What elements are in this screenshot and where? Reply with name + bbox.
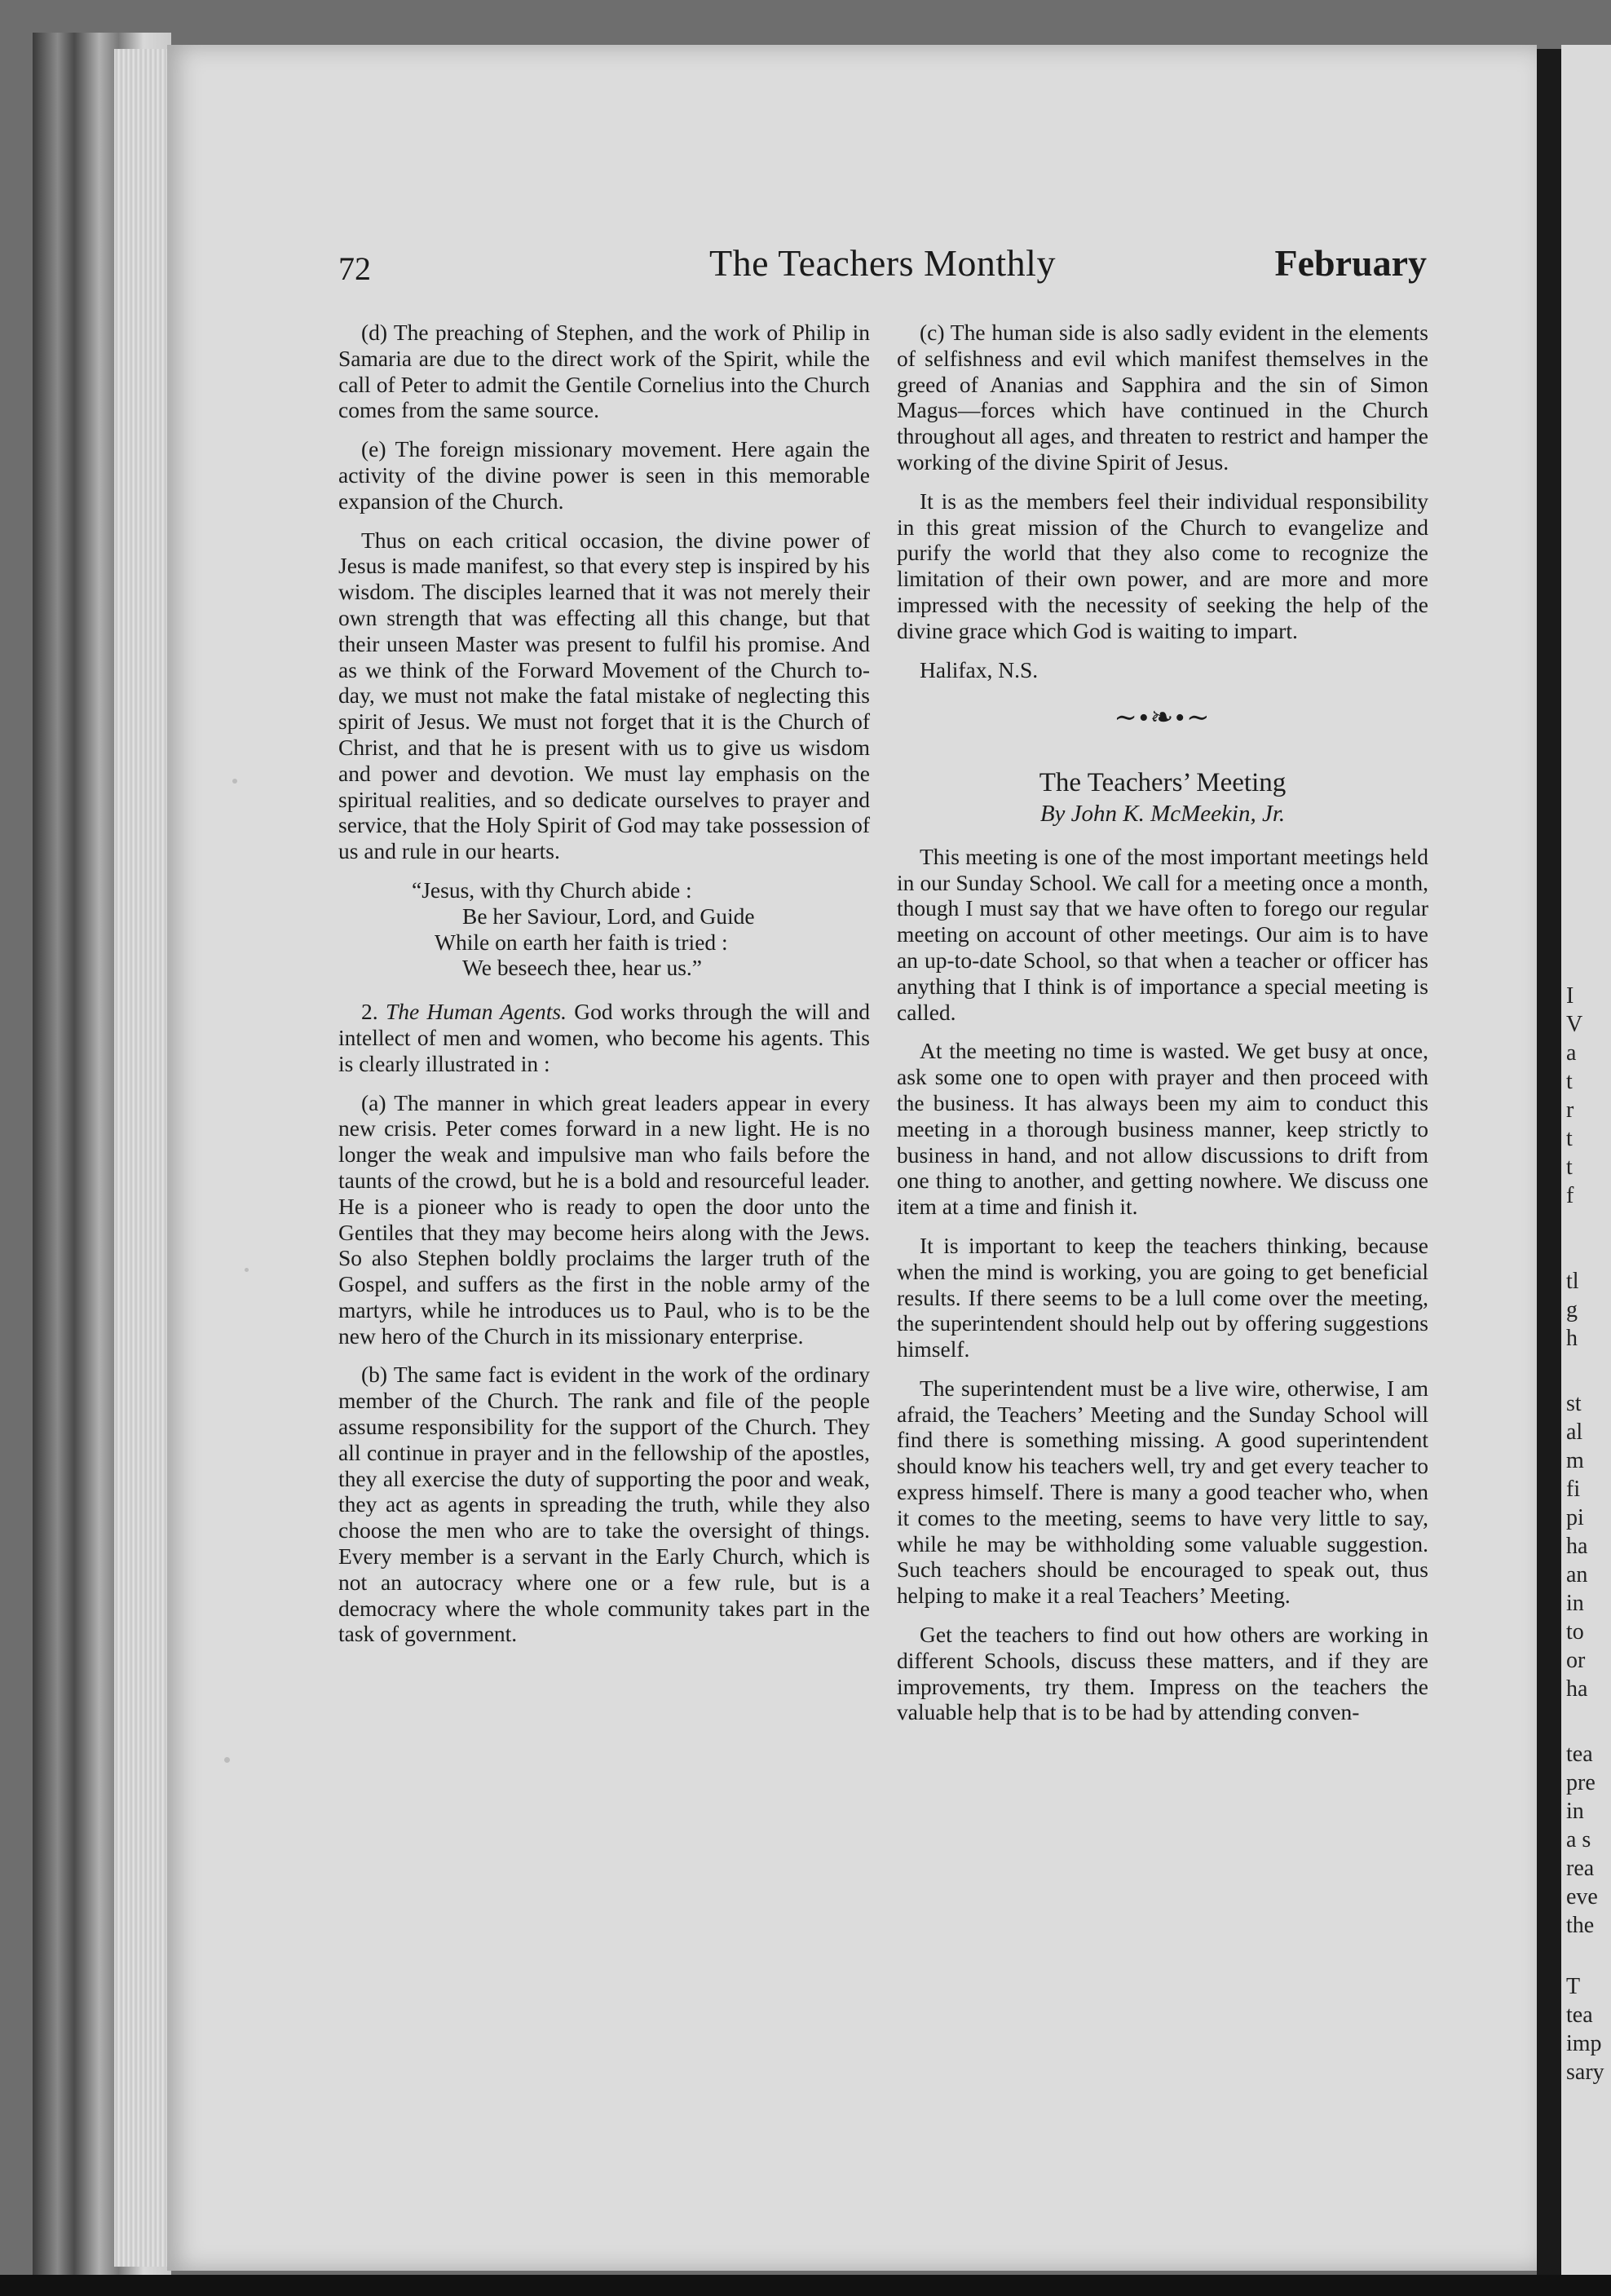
adjacent-page-text-fragment: st: [1566, 1391, 1582, 1416]
adjacent-page-text-fragment: pi: [1566, 1505, 1584, 1530]
page-number: 72: [338, 250, 371, 287]
section-heading: The Human Agents.: [385, 999, 567, 1025]
section-ornament: ∼•❧•∼: [1114, 703, 1212, 734]
adjacent-page-text-fragment: tea: [1566, 1742, 1593, 1767]
adjacent-page-text-fragment: sary: [1566, 2060, 1604, 2085]
adjacent-page-text-fragment: pre: [1566, 1770, 1596, 1795]
adjacent-page-text-fragment: the: [1566, 1913, 1595, 1938]
adjacent-page-text-fragment: fi: [1566, 1477, 1581, 1502]
adjacent-page-text-fragment: t: [1566, 1069, 1573, 1094]
adjacent-page-text-fragment: V: [1566, 1012, 1583, 1037]
hymn-line: “Jesus, with thy Church abide :: [412, 876, 692, 903]
adjacent-page-text-fragment: ha: [1566, 1534, 1588, 1559]
author-location: Halifax, N.S.: [920, 656, 1039, 682]
adjacent-page-text-fragment: r: [1566, 1097, 1574, 1123]
paragraph-other-schools: Get the teachers to find out how others are working in different Schools, discuss these matters, and if they are improvements, try them. Impress on the teachers the valuable help that is to be had by attending conven-: [897, 1622, 1428, 1725]
adjacent-page-text-fragment: a: [1566, 1040, 1577, 1066]
paragraph-meeting: This meeting is one of the most important meetings held in our Sunday School. We call for a meeting once a month, though I must say that we have often to forego our regular meeting on account of other meetings. Our aim is to have an up-to-date School, so that when a teacher or officer has anything that I think is of importance a special meeting is called.: [897, 843, 1428, 1025]
hymn-line: While on earth her faith is tried :: [435, 929, 728, 955]
adjacent-page-text-fragment: rea: [1566, 1856, 1595, 1881]
adjacent-page-text-fragment: ha: [1566, 1676, 1588, 1702]
paragraph-c: (c) The human side is also sadly evident in the elements of selfishness and evil which manifest themselves in the greed of Ananias and Sapphira and the sin of Simon Magus—forces which have continued in the Church throughout all ages, and threaten to restrict and hamper the working of the divine Spirit of Jesus.: [897, 320, 1428, 475]
paragraph-thinking: It is important to keep the teachers thinking, because when the mind is working, you are going to get beneficial results. If there seems to be a lull come over the meeting, the superintendent should help out by offering suggestions himself.: [897, 1232, 1428, 1362]
hymn-line: Be her Saviour, Lord, and Guide: [462, 903, 755, 929]
left-column: [338, 320, 870, 1660]
adjacent-page-text-fragment: T: [1566, 1974, 1581, 1999]
adjacent-page-text-fragment: m: [1566, 1448, 1584, 1473]
adjacent-page-text-fragment: imp: [1566, 2031, 1602, 2056]
adjacent-page-text-fragment: al: [1566, 1420, 1583, 1445]
paragraph-a: (a) The manner in which great leaders appear in every new crisis. Peter comes forward in a new light. He is no longer the weak and impulsive man who fails before the taunts of the crowd, but he is a bold and resourceful leader. He is a pioneer who is ready to open the door unto the Gentiles that they may become heirs along with the Jews. So also Stephen boldly proclaims the larger truth of the Gospel, and suffers as the first in the noble army of the martyrs, while he introduces us to Paul, who is to be the new hero of the Church in its missionary enterprise.: [338, 1089, 870, 1349]
adjacent-page-text-fragment: I: [1566, 983, 1574, 1009]
adjacent-page-text-fragment: f: [1566, 1183, 1574, 1208]
hymn-line: We beseech thee, hear us.”: [462, 955, 703, 981]
article-byline: By John K. McMeekin, Jr.: [1039, 800, 1286, 827]
adjacent-page-text-fragment: t: [1566, 1126, 1573, 1151]
adjacent-page-text-fragment: or: [1566, 1648, 1586, 1673]
hymn-quote: [338, 877, 870, 981]
paper-speck: [224, 1757, 230, 1763]
paragraph-live-wire: The superintendent must be a live wire, otherwise, I am afraid, the Teachers’ Meeting and the Sunday School will find there is something missing. A good superintendent should know his teachers well, try and get every teacher to express himself. There is many a good teacher who, when it comes to the meeting, seems to have very little to say, while he may be withholding some valuable suggestion. Such teachers should be encouraged to speak out, thus helping to make it a real Teachers’ Meeting.: [897, 1375, 1428, 1609]
journal-title: The Teachers Monthly: [709, 242, 1056, 284]
paragraph-no-time: At the meeting no time is wasted. We get busy at once, ask some one to open with prayer and then proceed with the business. It has always been my aim to conduct this meeting in a thorough business manner, keep strictly to business in hand, and not allow discussions to drift from one thing to another, and getting nowhere. We discuss one item at a time and finish it.: [897, 1038, 1428, 1220]
issue-month: February: [1274, 242, 1427, 284]
right-column: [897, 320, 1428, 1738]
paragraph-d: (d) The preaching of Stephen, and the work of Philip in Samaria are due to the direct work of the Spirit, while the call of Peter to admit the Gentile Cornelius into the Church comes from the same source.: [338, 320, 870, 423]
article-title: The Teachers’ Meeting: [1039, 768, 1287, 798]
adjacent-page-text-fragment: in: [1566, 1591, 1584, 1616]
adjacent-page-text-fragment: in: [1566, 1799, 1584, 1824]
section-body: God works through the will and intellect of men and women, who become his agents. This is clearly illustrated in :: [338, 999, 870, 1076]
paragraph-e: (e) The foreign missionary movement. Here again the activity of the divine power is seen in this memorable expansion of the Church.: [338, 436, 870, 514]
paper-speck: [245, 1268, 249, 1272]
paper-speck: [232, 779, 237, 784]
running-header: [338, 241, 1427, 290]
adjacent-page-text-fragment: tl: [1566, 1269, 1579, 1294]
section-number: 2.: [361, 999, 386, 1025]
adjacent-page-text-fragment: a s: [1566, 1827, 1591, 1852]
adjacent-page-text-fragment: h: [1566, 1326, 1578, 1351]
adjacent-page-text-fragment: eve: [1566, 1884, 1598, 1910]
adjacent-page-text-fragment: g: [1566, 1297, 1578, 1322]
adjacent-page-text-fragment: tea: [1566, 2002, 1593, 2028]
adjacent-page-edge: [1561, 45, 1611, 2283]
scan-bottom-border: [0, 2275, 1611, 2296]
adjacent-page-text-fragment: t: [1566, 1155, 1573, 1180]
paragraph-thus: Thus on each critical occasion, the divine power of Jesus is made manifest, so that every step is inspired by his wisdom. The disciples learned that it was not merely their own strength that was effecting all this change, but that their unseen Master was present to fulfil his promise. And as we think of the Forward Movement of the Church to-day, we must not make the fatal mistake of neglecting this spirit of Jesus. We must not forget that it is the Church of Christ, and that he is present with us to give us wisdom and power and devotion. We must lay emphasis on the spiritual realities, and so dedicate ourselves to prayer and service, that the Holy Spirit of God may take possession of us and rule in our hearts.: [338, 527, 870, 864]
paragraph-b: (b) The same fact is evident in the work of the ordinary member of the Church. The rank and file of the people assume responsibility for the support of the Church. They all continue in prayer and in the fellowship of the apostles, they all exercise the duty of supporting the poor and weak, they act as agents in spreading the truth, while they also choose the men who are to take the oversight of things. Every member is a servant in the Early Church, which is not an autocracy where one or a few rule, but is a democracy where the whole community takes part in the task of government.: [338, 1362, 870, 1647]
paragraph-responsibility: It is as the members feel their individual responsibility in this great mission of the Church to evangelize and purify the world that they also come to recognize the limitation of their own power, and are more and more impressed with the necessity of seeking the help of the divine grace which God is waiting to impart.: [897, 488, 1428, 643]
adjacent-page-text-fragment: an: [1566, 1562, 1588, 1587]
page-gutter-shadow: [1537, 49, 1561, 2283]
paragraph-human-agents: [338, 999, 870, 1076]
adjacent-page-text-fragment: to: [1566, 1619, 1584, 1645]
